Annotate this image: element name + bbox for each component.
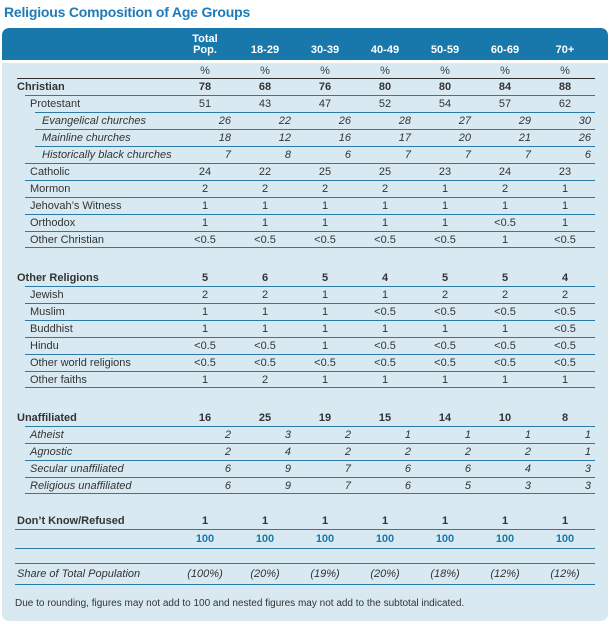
value-cell: 7 <box>344 479 351 492</box>
value-cell: 3 <box>584 462 591 475</box>
table-row <box>15 112 595 129</box>
value-cell: 25 <box>378 165 392 178</box>
value-cell: 2 <box>441 288 449 301</box>
percent-cell: % <box>560 64 570 77</box>
value-cell: <0.5 <box>194 356 216 369</box>
value-cell: 1 <box>381 199 389 212</box>
value-cell: (100%) <box>187 568 223 580</box>
value-cell: <0.5 <box>254 356 276 369</box>
row-label: Evangelical churches <box>42 114 146 127</box>
value-cell: 1 <box>381 514 389 527</box>
value-cell: 7 <box>404 148 411 161</box>
value-cell: 8 <box>561 411 569 424</box>
value-cell: 5 <box>441 271 449 284</box>
value-cell: 24 <box>498 165 512 178</box>
value-cell: 1 <box>561 182 569 195</box>
value-cell: <0.5 <box>494 305 516 318</box>
value-cell: 100 <box>195 533 215 545</box>
value-cell: <0.5 <box>374 305 396 318</box>
value-cell: 43 <box>258 97 272 110</box>
value-cell: 18 <box>218 131 231 144</box>
value-cell: 84 <box>498 80 512 93</box>
value-cell: 1 <box>261 216 269 229</box>
value-cell: 7 <box>524 148 531 161</box>
row-label: Catholic <box>30 165 70 178</box>
percent-cell: % <box>200 64 210 77</box>
value-cell: 1 <box>201 322 209 335</box>
value-cell: 3 <box>284 428 291 441</box>
value-cell: 1 <box>201 514 209 527</box>
table-row <box>15 409 595 426</box>
percent-row <box>2 63 608 78</box>
section-gap <box>15 549 595 563</box>
column-header: 18-29 <box>250 44 280 56</box>
value-cell: 100 <box>555 533 575 545</box>
value-cell: 52 <box>378 97 392 110</box>
value-cell: 1 <box>524 428 531 441</box>
value-cell: 9 <box>284 462 291 475</box>
row-label: Orthodox <box>30 216 76 229</box>
footnote: Due to rounding, figures may not add to 100 and nested figures may not add to the subtotal indicated. <box>15 598 465 609</box>
value-cell: <0.5 <box>374 339 396 352</box>
value-cell: 6 <box>404 462 411 475</box>
value-cell: 1 <box>261 199 269 212</box>
table-row <box>15 231 595 248</box>
column-header: Total Pop. <box>192 33 218 56</box>
value-cell: (20%) <box>250 568 280 580</box>
value-cell: 1 <box>261 305 269 318</box>
row-label: Protestant <box>30 97 81 110</box>
value-cell: 1 <box>561 514 569 527</box>
value-cell: 6 <box>464 462 471 475</box>
value-cell: 1 <box>561 199 569 212</box>
value-cell: 47 <box>318 97 332 110</box>
value-cell: 4 <box>524 462 531 475</box>
value-cell: 7 <box>344 462 351 475</box>
value-cell: 22 <box>278 114 291 127</box>
page-title: Religious Composition of Age Groups <box>4 4 251 20</box>
value-cell: 1 <box>501 322 509 335</box>
column-header: 40-49 <box>370 44 400 56</box>
column-header: 70+ <box>555 44 575 56</box>
value-cell: 54 <box>438 97 452 110</box>
value-cell: <0.5 <box>554 339 576 352</box>
value-cell: (18%) <box>430 568 460 580</box>
value-cell: 2 <box>524 445 531 458</box>
percent-cell: % <box>440 64 450 77</box>
table-row <box>15 214 595 231</box>
value-cell: 21 <box>518 131 531 144</box>
row-label: Agnostic <box>30 445 73 458</box>
table-row <box>15 354 595 371</box>
value-cell: 1 <box>584 428 591 441</box>
row-label: Other Religions <box>17 271 99 284</box>
value-cell: 1 <box>321 322 329 335</box>
table-row <box>15 337 595 354</box>
value-cell: 62 <box>558 97 572 110</box>
value-cell: <0.5 <box>254 233 276 246</box>
value-cell: 1 <box>501 233 509 246</box>
value-cell: 10 <box>498 411 512 424</box>
value-cell: 6 <box>404 479 411 492</box>
value-cell: <0.5 <box>374 356 396 369</box>
value-cell: <0.5 <box>494 216 516 229</box>
value-cell: 1 <box>321 339 329 352</box>
section-gap <box>15 388 595 409</box>
value-cell: 51 <box>198 97 212 110</box>
value-cell: 2 <box>201 182 209 195</box>
value-cell: 3 <box>524 479 531 492</box>
value-cell: 1 <box>321 288 329 301</box>
table-row <box>15 78 595 95</box>
value-cell: 28 <box>398 114 411 127</box>
value-cell: 1 <box>441 514 449 527</box>
value-cell: 100 <box>495 533 515 545</box>
value-cell: 2 <box>321 182 329 195</box>
table-row <box>15 269 595 286</box>
value-cell: 5 <box>201 271 209 284</box>
value-cell: 5 <box>321 271 329 284</box>
value-cell: 1 <box>321 216 329 229</box>
value-cell: 7 <box>464 148 471 161</box>
value-cell: 57 <box>498 97 512 110</box>
value-cell: 1 <box>441 216 449 229</box>
value-cell: (12%) <box>490 568 520 580</box>
value-cell: 14 <box>438 411 452 424</box>
value-cell: (19%) <box>310 568 340 580</box>
value-cell: 5 <box>501 271 509 284</box>
row-label: Unaffiliated <box>17 411 77 424</box>
value-cell: 1 <box>561 216 569 229</box>
table-row <box>15 371 595 388</box>
table-body <box>2 78 608 585</box>
value-cell: 2 <box>224 428 231 441</box>
value-cell: <0.5 <box>314 356 336 369</box>
value-cell: 1 <box>201 305 209 318</box>
value-cell: 3 <box>584 479 591 492</box>
table-row <box>15 460 595 477</box>
percent-cell: % <box>260 64 270 77</box>
value-cell: <0.5 <box>434 356 456 369</box>
section-gap <box>15 494 595 512</box>
value-cell: 26 <box>338 114 351 127</box>
value-cell: 15 <box>378 411 392 424</box>
value-cell: 1 <box>201 199 209 212</box>
row-label: Religious unaffiliated <box>30 479 132 492</box>
value-cell: 1 <box>201 373 209 386</box>
table-row <box>15 477 595 494</box>
value-cell: <0.5 <box>554 356 576 369</box>
row-label: Mainline churches <box>42 131 131 144</box>
row-label: Buddhist <box>30 322 73 335</box>
value-cell: <0.5 <box>434 233 456 246</box>
row-label: Hindu <box>30 339 59 352</box>
value-cell: 19 <box>318 411 332 424</box>
value-cell: 1 <box>584 445 591 458</box>
row-label: Other Christian <box>30 233 104 246</box>
value-cell: 22 <box>258 165 272 178</box>
row-label: Mormon <box>30 182 71 195</box>
value-cell: 1 <box>381 216 389 229</box>
value-cell: 88 <box>558 80 572 93</box>
value-cell: 16 <box>198 411 212 424</box>
value-cell: 8 <box>284 148 291 161</box>
value-cell: 2 <box>261 288 269 301</box>
row-label: Historically black churches <box>42 148 172 161</box>
value-cell: 80 <box>378 80 392 93</box>
value-cell: 25 <box>258 411 272 424</box>
percent-cell: % <box>500 64 510 77</box>
share-row <box>15 563 595 585</box>
value-cell: 100 <box>315 533 335 545</box>
value-cell: 2 <box>344 445 351 458</box>
value-cell: 26 <box>578 131 591 144</box>
value-cell: 6 <box>261 271 269 284</box>
table-row <box>15 320 595 337</box>
value-cell: <0.5 <box>434 339 456 352</box>
row-label: Don’t Know/Refused <box>17 514 125 527</box>
value-cell: 1 <box>321 514 329 527</box>
table-row <box>15 303 595 320</box>
value-cell: <0.5 <box>554 233 576 246</box>
value-cell: 1 <box>381 322 389 335</box>
value-cell: 100 <box>435 533 455 545</box>
value-cell: 2 <box>261 373 269 386</box>
value-cell: 1 <box>321 373 329 386</box>
value-cell: 100 <box>375 533 395 545</box>
row-label: Other faiths <box>30 373 87 386</box>
value-cell: 2 <box>344 428 351 441</box>
table-row <box>15 197 595 214</box>
value-cell: 1 <box>441 373 449 386</box>
value-cell: <0.5 <box>434 305 456 318</box>
value-cell: 17 <box>398 131 411 144</box>
value-cell: 2 <box>501 288 509 301</box>
table-row <box>15 95 595 112</box>
value-cell: 1 <box>561 373 569 386</box>
value-cell: 1 <box>261 322 269 335</box>
value-cell: 1 <box>381 288 389 301</box>
value-cell: 6 <box>224 462 231 475</box>
row-label: Jewish <box>30 288 64 301</box>
value-cell: 23 <box>558 165 572 178</box>
table-row <box>15 163 595 180</box>
value-cell: 2 <box>224 445 231 458</box>
value-cell: 1 <box>404 428 411 441</box>
row-label: Other world religions <box>30 356 131 369</box>
value-cell: 12 <box>278 131 291 144</box>
value-cell: 76 <box>318 80 332 93</box>
value-cell: 1 <box>321 199 329 212</box>
row-label: Atheist <box>30 428 64 441</box>
total-row <box>15 529 595 549</box>
value-cell: 2 <box>501 182 509 195</box>
table-row <box>15 180 595 197</box>
value-cell: <0.5 <box>254 339 276 352</box>
value-cell: 68 <box>258 80 272 93</box>
value-cell: 1 <box>501 199 509 212</box>
value-cell: 6 <box>344 148 351 161</box>
value-cell: 1 <box>501 514 509 527</box>
value-cell: 16 <box>338 131 351 144</box>
value-cell: 26 <box>218 114 231 127</box>
value-cell: <0.5 <box>494 339 516 352</box>
header-band <box>2 28 608 60</box>
table-row <box>15 443 595 460</box>
value-cell: (12%) <box>550 568 580 580</box>
value-cell: <0.5 <box>194 233 216 246</box>
value-cell: 9 <box>284 479 291 492</box>
value-cell: 29 <box>518 114 531 127</box>
row-label: Muslim <box>30 305 65 318</box>
value-cell: 27 <box>458 114 471 127</box>
value-cell: 23 <box>438 165 452 178</box>
table-row <box>15 146 595 163</box>
value-cell: 6 <box>224 479 231 492</box>
value-cell: 1 <box>201 216 209 229</box>
value-cell: 2 <box>381 182 389 195</box>
value-cell: 1 <box>261 514 269 527</box>
column-header: 60-69 <box>490 44 520 56</box>
row-label: Share of Total Population <box>17 568 141 580</box>
table-card <box>2 28 608 621</box>
value-cell: 1 <box>441 322 449 335</box>
value-cell: <0.5 <box>314 233 336 246</box>
value-cell: 1 <box>381 373 389 386</box>
value-cell: 25 <box>318 165 332 178</box>
value-cell: 2 <box>561 288 569 301</box>
value-cell: 6 <box>584 148 591 161</box>
value-cell: 1 <box>321 305 329 318</box>
table-row <box>15 512 595 529</box>
value-cell: <0.5 <box>374 233 396 246</box>
section-gap <box>15 248 595 269</box>
value-cell: 5 <box>464 479 471 492</box>
value-cell: 24 <box>198 165 212 178</box>
value-cell: 2 <box>261 182 269 195</box>
value-cell: 2 <box>464 445 471 458</box>
percent-cell: % <box>380 64 390 77</box>
row-label: Christian <box>17 80 65 93</box>
value-cell: 1 <box>464 428 471 441</box>
value-cell: 4 <box>381 271 389 284</box>
value-cell: 1 <box>441 199 449 212</box>
row-label: Secular unaffiliated <box>30 462 124 475</box>
value-cell: 1 <box>441 182 449 195</box>
value-cell: 20 <box>458 131 471 144</box>
value-cell: 2 <box>201 288 209 301</box>
column-header: 30-39 <box>310 44 340 56</box>
table-row <box>15 286 595 303</box>
value-cell: 80 <box>438 80 452 93</box>
value-cell: <0.5 <box>554 305 576 318</box>
value-cell: 100 <box>255 533 275 545</box>
value-cell: <0.5 <box>494 356 516 369</box>
value-cell: 30 <box>578 114 591 127</box>
value-cell: 2 <box>404 445 411 458</box>
value-cell: 1 <box>501 373 509 386</box>
value-cell: (20%) <box>370 568 400 580</box>
value-cell: 7 <box>224 148 231 161</box>
value-cell: 4 <box>284 445 291 458</box>
value-cell: <0.5 <box>194 339 216 352</box>
table-row <box>15 129 595 146</box>
column-header: 50-59 <box>430 44 460 56</box>
table-row <box>15 426 595 443</box>
value-cell: 4 <box>561 271 569 284</box>
value-cell: <0.5 <box>554 322 576 335</box>
row-label: Jehovah’s Witness <box>30 199 122 212</box>
value-cell: 78 <box>198 80 212 93</box>
percent-cell: % <box>320 64 330 77</box>
